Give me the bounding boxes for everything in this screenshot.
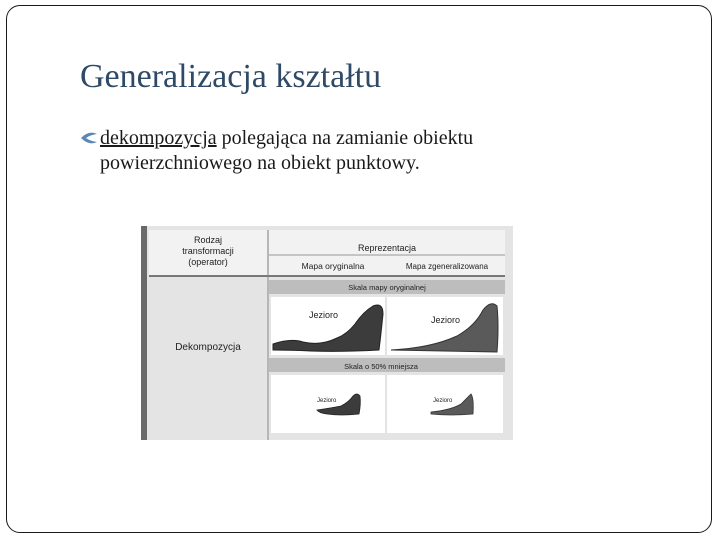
bullet-term: dekompozycja	[100, 127, 217, 149]
bullet-text-line1: polegająca na zamianie obiektu	[216, 127, 474, 149]
cell-original-small	[271, 375, 385, 433]
lake-label-generalized-small: Jezioro	[433, 398, 453, 404]
bullet-item	[80, 126, 640, 176]
cell-generalized-small	[387, 375, 503, 433]
lake-label-original-large: Jezioro	[309, 310, 339, 320]
generalization-figure	[141, 226, 513, 440]
header-type-line1: Rodzaj	[193, 235, 223, 245]
lake-label-generalized-large: Jezioro	[431, 315, 461, 325]
bullet-text	[100, 127, 473, 149]
header-type-line2: transformacji	[182, 246, 234, 256]
slide-title: Generalizacja kształtu	[80, 58, 382, 95]
header-type-line3: (operator)	[188, 257, 228, 267]
col-generalized-label: Mapa zgeneralizowana	[405, 262, 489, 271]
bullet-icon	[80, 130, 98, 146]
figure-edge	[141, 226, 147, 440]
scale-original-label: Skala mapy oryginalnej	[348, 283, 426, 292]
header-representation: Reprezentacja	[357, 243, 417, 253]
col-original-label: Mapa oryginalna	[301, 261, 365, 271]
bullet-text-line2: powierzchniowego na obiekt punktowy.	[100, 152, 420, 174]
figure-svg	[141, 226, 513, 440]
lake-label-original-small: Jezioro	[317, 398, 337, 404]
scale-reduced-label: Skala o 50% mniejsza	[344, 362, 418, 371]
row-label-decomposition: Dekompozycja	[175, 342, 241, 353]
